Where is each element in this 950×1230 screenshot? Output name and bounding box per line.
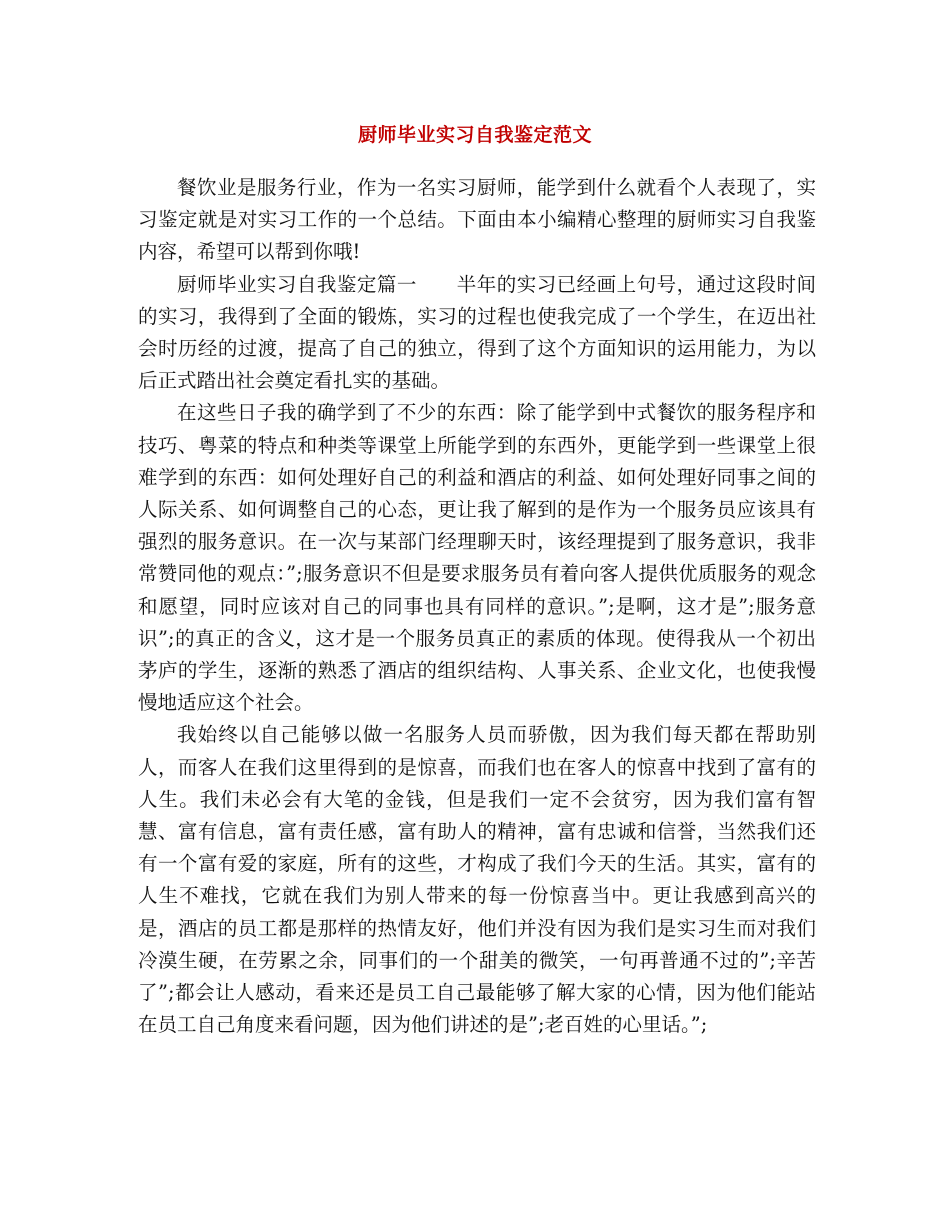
document-title: 厨师毕业实习自我鉴定范文 [357,124,592,146]
paragraph-pride: 我始终以自己能够以做一名服务人员而骄傲，因为我们每天都在帮助别人，而客人在我们这里得到的是惊喜，而我们也在客人的惊喜中找到了富有的人生。我们未必会有大笔的金钱，但是我们一定不会贫穷，因为我们富有智慧、富有信息，富有责任感，富有助人的精神，富有忠诚和信誉，当然我们还有一个富有爱的家庭，所有的这些，才构成了我们今天的生活。其实，富有的人生不难找，它就在我们为别人带来的每一份惊喜当中。更让我感到高兴的是，酒店的员工都是那样的热情友好，他们并没有因为我们是实习生而对我们冷漠生硬，在劳累之余，同事们的一个甜美的微笑，一句再普通不过的”;辛苦了”;都会让人感动，看来还是员工自己最能够了解大家的心情，因为他们能站在员工自己角度来看问题，因为他们讲述的是”;老百姓的心里话。”; [138,723,816,1037]
paragraph-learning: 在这些日子我的确学到了不少的东西：除了能学到中式餐饮的服务程序和技巧、粤菜的特点和种类等课堂上所能学到的东西外，更能学到一些课堂上很难学到的东西：如何处理好自己的利益和酒店的利益、如何处理好同事之间的人际关系、如何调整自己的心态，更让我了解到的是作为一个服务员应该具有强烈的服务意识。在一次与某部门经理聊天时，该经理提到了服务意识，我非常赞同他的观点：”;服务意识不但是要求服务员有着向客人提供优质服务的观念和愿望，同时应该对自己的同事也具有同样的意识。”;是啊，这才是”;服务意识”;的真正的含义，这才是一个服务员真正的素质的体现。使得我从一个初出茅庐的学生，逐渐的熟悉了酒店的组织结构、人事关系、企业文化，也使我慢慢地适应这个社会。 [138,401,816,715]
document-body [138,172,816,1041]
paragraph-intro: 餐饮业是服务行业，作为一名实习厨师，能学到什么就看个人表现了，实习鉴定就是对实习工作的一个总结。下面由本小编精心整理的厨师实习自我鉴内容，希望可以帮到你哦! [138,176,816,264]
paragraph-part-one: 厨师毕业实习自我鉴定篇一 半年的实习已经画上句号，通过这段时间的实习，我得到了全面的锻炼，实习的过程也使我完成了一个学生，在迈出社会时历经的过渡，提高了自己的独立，得到了这个方面知识的运用能力，为以后正式踏出社会奠定看扎实的基础。 [138,272,816,393]
